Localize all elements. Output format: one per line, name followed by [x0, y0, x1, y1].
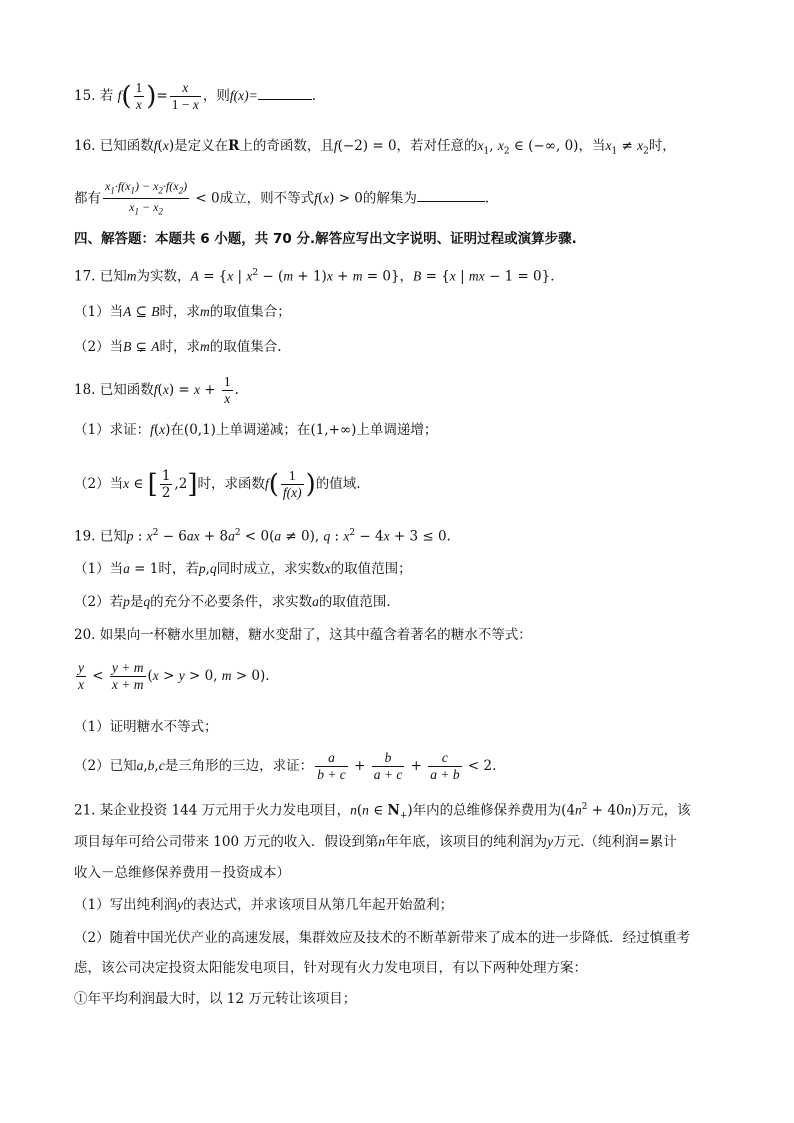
question-21-line-1: 21. 某企业投资 144 万元用于火力发电项目，n(n ∈ $N_+$)年内的总维修保养费用为$(4n^2 + 40n)$万元，该 — [74, 802, 691, 822]
question-20-part-1: （1）证明糖水不等式； — [74, 719, 218, 735]
question-17-part-2: （2）当B ⊊ A时，求m的取值集合. — [74, 339, 282, 355]
question-17: 17. 已知m为实数，A = {x | $x^2 - (m + 1)x + m = 0$}，B = {x | mx − 1 = 0}. — [74, 268, 555, 285]
question-19: 19. 已知p : $x^2 - 6ax + 8a^2 < 0(a \ne 0)$, q : $x^2 - 4x + 3 \le 0$. — [74, 528, 451, 545]
answer-blank-16[interactable] — [417, 187, 485, 202]
question-21-line-2: 项目每年可给公司带来 100 万元的收入．假设到第n年年底，该项目的纯利润为y万元.（纯利润=累计 — [74, 834, 677, 850]
sugar-water-inequality: $\frac{y}{x}$ < $\frac{y + m}{x + m}$ (x > y > 0, m > 0). — [78, 660, 270, 692]
question-21-part-1: （1）写出纯利润y的表达式，并求该项目从第几年起开始盈利； — [74, 897, 454, 913]
question-21-part-2-line-1: （2）随着中国光伏产业的高速发展，集群效应及技术的不断革新带来了成本的进一步降低．经过慎重考 — [74, 930, 691, 946]
question-15: 15. 若 f( $\frac{1}{x}$ )= $\frac{x}{1 - x}$ ，则f(x)= . — [74, 80, 316, 112]
question-18: 18. 已知函数f(x) = x + $\frac{1}{x}$ . — [74, 374, 239, 406]
question-19-part-1: （1）当a = 1时，若p,q同时成立，求实数x的取值范围； — [74, 561, 412, 577]
question-21-part-2-line-2: 虑，该公司决定投资太阳能发电项目，针对现有火力发电项目，有以下两种处理方案： — [74, 960, 587, 976]
question-21-line-3: 收入－总维修保养费用－投资成本） — [74, 865, 290, 881]
question-17-part-1: （1）当A ⊆ B时，求m的取值集合； — [74, 304, 291, 320]
section-4-heading: 四、解答题：本题共 6 小题，共 70 分.解答应写出文字说明、证明过程或演算步骤. — [74, 231, 577, 247]
question-19-part-2: （2）若p是q的充分不必要条件，求实数a的取值范围. — [74, 594, 391, 610]
question-18-part-1: （1）求证：f(x)在(0,1)上单调递减；在(1,+∞)上单调递增； — [74, 422, 438, 438]
question-20-part-2: （2）已知a,b,c是三角形的三边，求证： $\frac{a}{b + c}$ + $\frac{b}{a + c}$ + $\frac{c}{a + b}$ < 2. — [74, 750, 497, 782]
question-21-part-2-line-3: ①年平均利润最大时，以 12 万元转让该项目； — [74, 991, 357, 1007]
question-18-part-2: （2）当x ∈ [ $\frac{1}{2}$ ,2]时，求函数f( $\frac{1}{f(x)}$ )的值域. — [74, 468, 361, 501]
question-20: 20. 如果向一杯糖水里加糖，糖水变甜了，这其中蕴含着著名的糖水不等式： — [74, 627, 532, 643]
question-16-line-1: 16. 已知函数f(x)是定义在R上的奇函数，且f(−2) = 0，若对任意的$x_1$, $x_2$ ∈ (−∞, 0)，当$x_1 \ne x_2$时， — [74, 138, 676, 157]
answer-blank-15[interactable] — [258, 85, 312, 100]
question-16-line-2: 都有 $\frac{x_1\cdot f(x_1) - x_2\cdot f(x_2)}{x_1 - x_2}$ < 0成立，则不等式f(x) > 0的解集为 . — [74, 179, 490, 217]
